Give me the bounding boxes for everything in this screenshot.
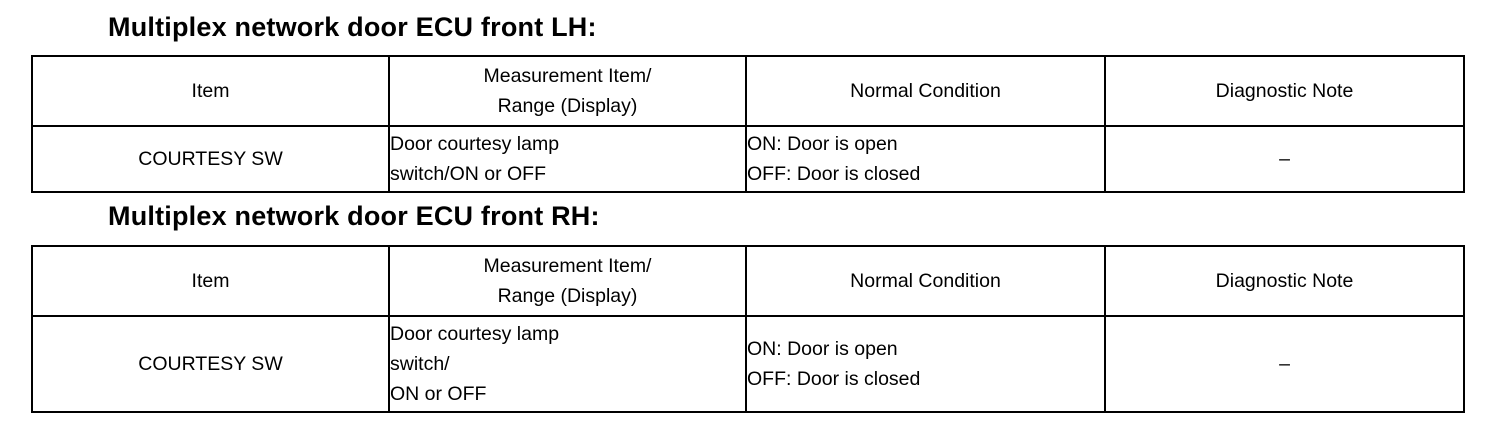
header-normal-condition: Normal Condition (746, 56, 1105, 126)
cell-measurement-line: Door courtesy lamp (390, 323, 560, 345)
data-list-table-front-rh (31, 245, 1465, 413)
cell-normal-line: ON: Door is open (747, 338, 898, 360)
table-row (32, 126, 1464, 192)
header-measurement-item (389, 246, 746, 316)
header-normal-condition: Normal Condition (746, 246, 1105, 316)
cell-measurement (389, 316, 746, 412)
header-measurement-line: Measurement Item/ (483, 255, 652, 277)
cell-measurement-line: switch/ON or OFF (390, 163, 547, 185)
cell-normal-line: ON: Door is open (747, 133, 898, 155)
cell-measurement (389, 126, 746, 192)
table-header-row (32, 56, 1464, 126)
cell-normal-line: OFF: Door is closed (747, 368, 921, 390)
cell-diagnostic-note: – (1105, 126, 1464, 192)
header-measurement-line: Range (Display) (497, 285, 638, 307)
cell-normal-line: OFF: Door is closed (747, 163, 921, 185)
cell-normal-condition (746, 126, 1105, 192)
cell-measurement-line: ON or OFF (390, 383, 487, 405)
header-diagnostic-note: Diagnostic Note (1105, 246, 1464, 316)
header-measurement-item (389, 56, 746, 126)
section-title-front-rh: Multiplex network door ECU front RH: (108, 201, 600, 231)
data-list-table-front-lh (31, 55, 1465, 193)
cell-normal-condition (746, 316, 1105, 412)
header-measurement-line: Range (Display) (497, 95, 638, 117)
header-diagnostic-note: Diagnostic Note (1105, 56, 1464, 126)
header-measurement-line: Measurement Item/ (483, 65, 652, 87)
cell-measurement-line: Door courtesy lamp (390, 133, 560, 155)
header-item: Item (32, 246, 389, 316)
cell-diagnostic-note: – (1105, 316, 1464, 412)
table-row (32, 316, 1464, 412)
header-item: Item (32, 56, 389, 126)
cell-item: COURTESY SW (32, 126, 389, 192)
cell-measurement-line: switch/ (390, 353, 450, 375)
section-title-front-lh: Multiplex network door ECU front LH: (108, 12, 597, 42)
cell-item: COURTESY SW (32, 316, 389, 412)
table-header-row (32, 246, 1464, 316)
